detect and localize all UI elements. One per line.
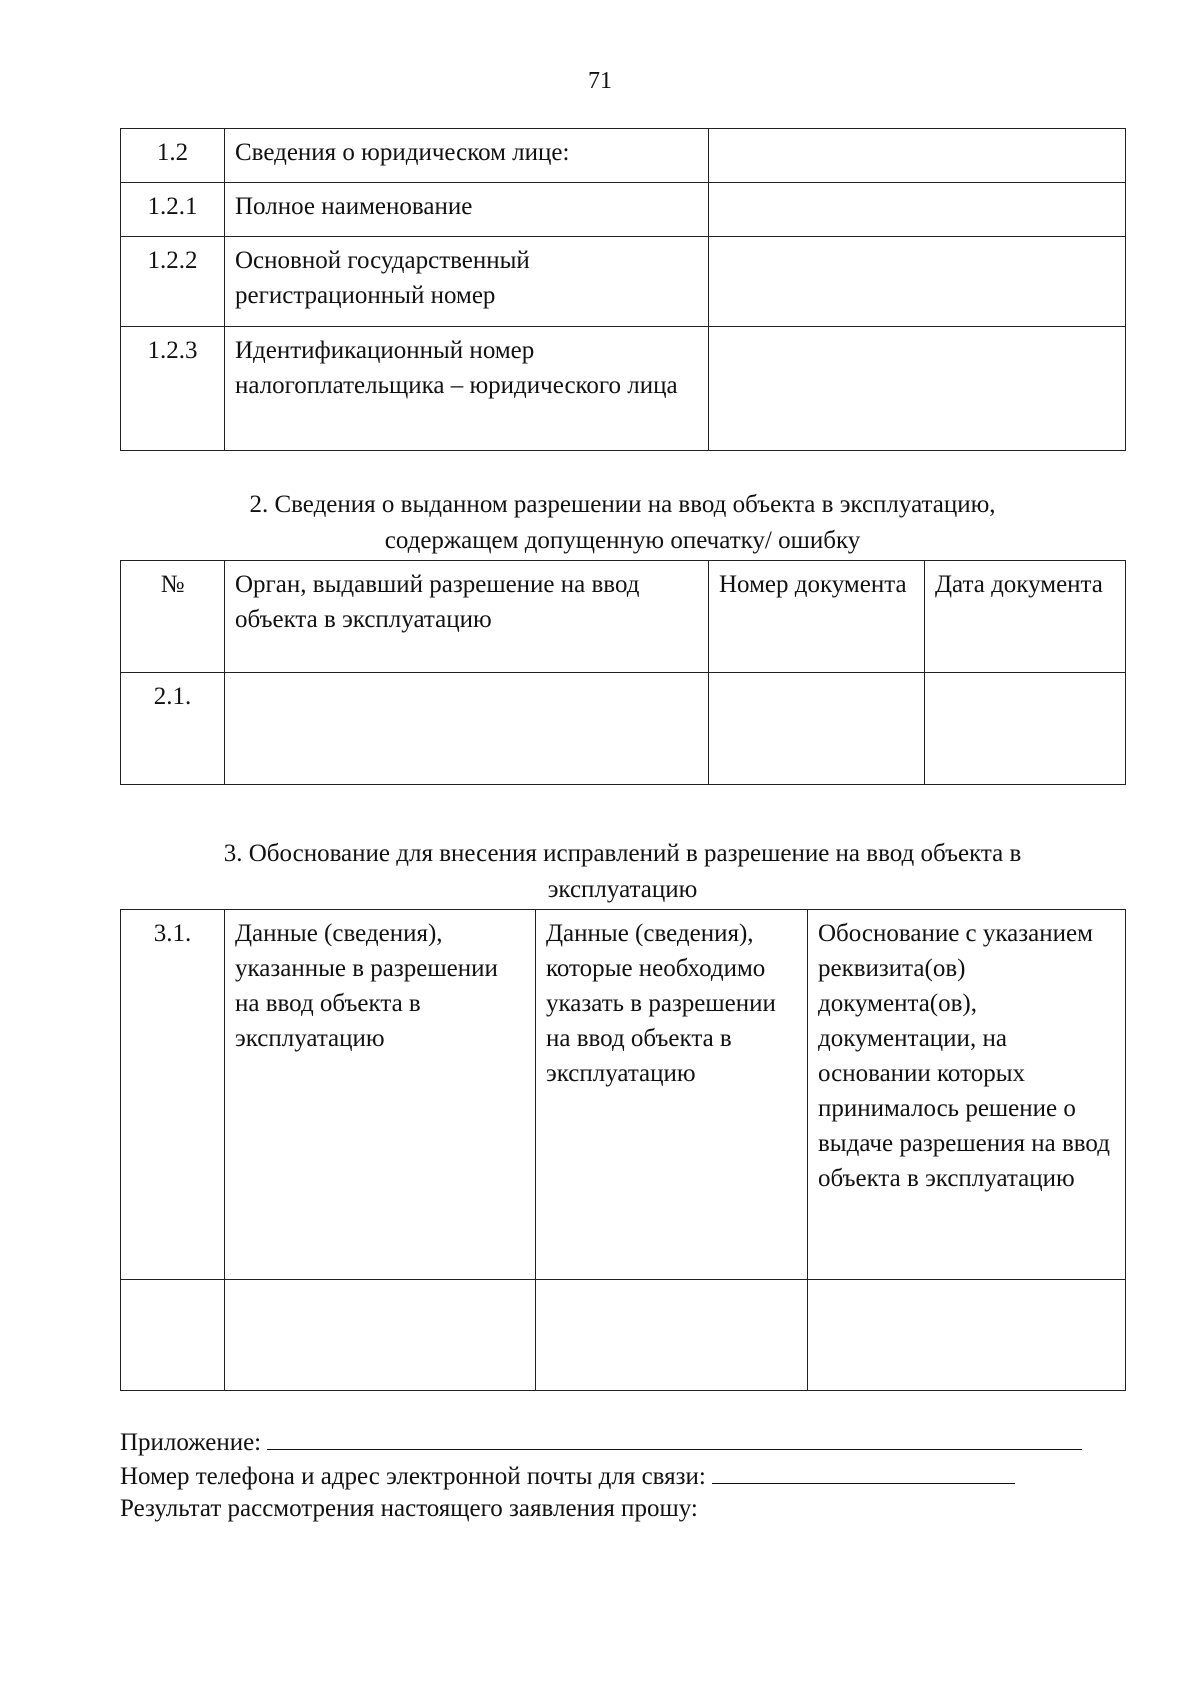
section-2-heading	[120, 487, 1125, 559]
table-row	[121, 129, 1126, 183]
header-doc-date: Дата документа	[925, 561, 1126, 673]
row-label: Полное наименование	[225, 183, 709, 237]
table-row	[121, 327, 1126, 451]
current-data-cell[interactable]	[225, 1280, 536, 1391]
value-cell[interactable]	[709, 129, 1126, 183]
result-label: Результат рассмотрения настоящего заявления прошу:	[120, 1495, 698, 1522]
empty-number-cell[interactable]	[121, 1280, 225, 1391]
table-row	[121, 1280, 1126, 1391]
contact-line	[120, 1458, 1015, 1494]
organ-cell[interactable]	[225, 673, 709, 785]
header-organ: Орган, выдавший разрешение на ввод объекта в эксплуатацию	[225, 561, 709, 673]
header-number: №	[121, 561, 225, 673]
table-row	[121, 183, 1126, 237]
row-number: 1.2.3	[121, 327, 225, 451]
value-cell[interactable]	[709, 237, 1126, 327]
result-line	[120, 1492, 698, 1526]
table-row	[121, 910, 1126, 1280]
table-row	[121, 673, 1126, 785]
row-label: Идентификационный номер налогоплательщика – юридического лица	[225, 327, 709, 451]
legal-entity-table	[120, 128, 1126, 451]
row-number: 1.2.2	[121, 237, 225, 327]
attachment-line	[120, 1424, 1082, 1460]
row-number: 1.2.1	[121, 183, 225, 237]
doc-date-cell[interactable]	[925, 673, 1126, 785]
justification-header: Обоснование с указанием реквизита(ов) документа(ов), документации, на основании которых принималось решение о выдаче разрешения на ввод объекта в эксплуатацию	[808, 910, 1126, 1280]
justification-table	[120, 909, 1126, 1391]
attachment-field[interactable]	[267, 1424, 1082, 1450]
doc-number-cell[interactable]	[709, 673, 925, 785]
header-doc-number: Номер документа	[709, 561, 925, 673]
value-cell[interactable]	[709, 327, 1126, 451]
permit-table	[120, 560, 1126, 785]
section-3-heading-line1: 3. Обоснование для внесения исправлений в разрешение на ввод объекта в	[223, 840, 1022, 867]
justification-cell[interactable]	[808, 1280, 1126, 1391]
current-data-header: Данные (сведения), указанные в разрешении на ввод объекта в эксплуатацию	[225, 910, 536, 1280]
contact-label: Номер телефона и адрес электронной почты для связи:	[120, 1463, 706, 1490]
table-header-row	[121, 561, 1126, 673]
section-2-heading-line1: 2. Сведения о выданном разрешении на ввод объекта в эксплуатацию,	[249, 491, 996, 518]
row-number: 1.2	[121, 129, 225, 183]
page-number: 71	[588, 68, 612, 94]
required-data-cell[interactable]	[536, 1280, 808, 1391]
row-label: Сведения о юридическом лице:	[225, 129, 709, 183]
required-data-header: Данные (сведения), которые необходимо указать в разрешении на ввод объекта в эксплуатацию	[536, 910, 808, 1280]
row-label: Основной государственный регистрационный номер	[225, 237, 709, 327]
section-2-heading-line2: содержащем допущенную опечатку/ ошибку	[384, 527, 861, 554]
attachment-label: Приложение:	[120, 1429, 262, 1456]
section-3-heading-line2: эксплуатацию	[547, 876, 698, 903]
section-3-heading	[120, 836, 1125, 908]
row-number: 2.1.	[121, 673, 225, 785]
row-number: 3.1.	[121, 910, 225, 1280]
table-row	[121, 237, 1126, 327]
value-cell[interactable]	[709, 183, 1126, 237]
contact-field[interactable]	[712, 1458, 1015, 1484]
